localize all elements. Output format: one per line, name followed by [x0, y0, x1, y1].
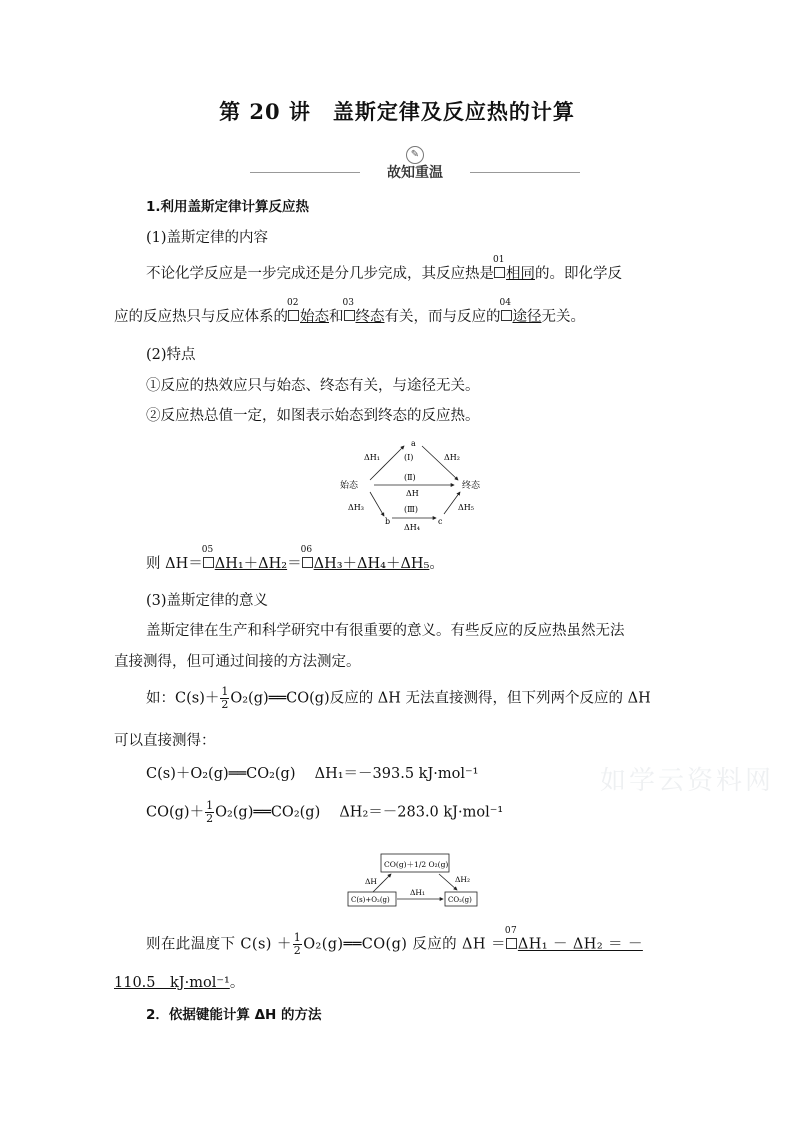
fraction-half: $\frac{1}{2}$: [221, 685, 229, 711]
dh2-label: ΔH₂: [455, 875, 470, 884]
arrow-a-end: [422, 446, 458, 480]
paragraph-line: 不论化学反应是一步完成还是分几步完成，其反应热是 01 相同的。即化学反: [146, 255, 622, 282]
answer-marker: 02: [288, 310, 299, 321]
feature-1: ①反应的热效应只与始态、终态有关，与途径无关。: [146, 378, 480, 394]
route-3-label: (Ⅲ): [404, 505, 418, 514]
node-b: b: [385, 517, 391, 526]
reaction-1: C(s)＋O₂(g)══CO₂(g) ΔH₁＝－393.5 kJ·mol⁻¹: [146, 766, 479, 782]
box-left-label: C(s)+O₂(g): [351, 896, 390, 904]
fraction-half: $\frac{1}{2}$: [206, 799, 214, 825]
page-title: 第 20 讲 盖斯定律及反应热的计算: [219, 99, 575, 124]
arrow-start-b: [370, 492, 384, 516]
hess-path-diagram: [330, 436, 500, 532]
banner-label: 故知重温: [387, 165, 443, 181]
box-top-label: CO(g)＋1/2 O₂(g): [384, 860, 449, 869]
conclusion-line: 110.5 kJ·mol⁻¹。: [114, 975, 245, 991]
dh4-label: ΔH₄: [404, 523, 420, 532]
pen-icon: ✎: [406, 146, 424, 164]
example-line: 如：C(s)＋ $\frac{1}{2}$ O₂(g)══CO(g)反应的 ΔH 无法直接测得，但下列两个反应的 ΔH: [146, 685, 651, 711]
reaction-2: CO(g)＋ $\frac{1}{2}$ O₂(g)══CO₂(g) ΔH₂＝－283.0 kJ·mol⁻¹: [146, 799, 504, 825]
answer-01: 相同: [506, 266, 535, 282]
answer-02: 始态: [300, 309, 329, 325]
dh1-label: ΔH₁: [410, 888, 425, 897]
co-path-diagram: [345, 852, 485, 912]
subheading-1: (1)盖斯定律的内容: [146, 230, 269, 246]
answer-marker: 03: [344, 310, 355, 321]
node-c: c: [438, 517, 443, 526]
box-right-label: CO₂(g): [448, 896, 472, 904]
node-start: 始态: [340, 481, 359, 491]
answer-marker: 06: [302, 557, 313, 568]
conclusion-line: 则在此温度下 C(s) ＋ $\frac{1}{2}$ O₂(g)══CO(g) 反应的 ΔH ＝ 07 ΔH₁ － ΔH₂ ＝ －: [146, 925, 643, 957]
answer-07-cont: 110.5 kJ·mol⁻¹: [114, 975, 230, 991]
heading-2: 2．依据键能计算 ΔH 的方法: [146, 1007, 322, 1023]
subheading-3: (3)盖斯定律的意义: [146, 593, 269, 609]
dh1-label: ΔH₁: [364, 453, 380, 462]
divider-right: [470, 172, 580, 173]
route-1-label: (Ⅰ): [404, 453, 414, 462]
answer-marker: 04: [501, 310, 512, 321]
paragraph-line: 可以直接测得：: [114, 733, 216, 749]
answer-04: 途径: [512, 309, 542, 325]
dh3-label: ΔH₃: [348, 503, 364, 512]
dh-label: ΔH: [365, 877, 377, 886]
feature-2: ②反应热总值一定，如图表示始态到终态的反应热。: [146, 408, 480, 424]
paragraph-line: 盖斯定律在生产和科学研究中有很重要的意义。有些反应的反应热虽然无法: [146, 623, 625, 639]
subheading-2: (2)特点: [146, 347, 196, 363]
answer-03: 终态: [355, 309, 385, 325]
watermark: 如学云资料网: [600, 766, 775, 796]
fraction-half: $\frac{1}{2}$: [293, 931, 302, 957]
answer-marker: 01: [494, 267, 505, 278]
answer-marker: 07: [506, 938, 517, 949]
equation-line: 则 ΔH＝ 05 ΔH₁＋ΔH₂＝ 06 ΔH₃＋ΔH₄＋ΔH₅。: [146, 545, 444, 572]
dh2-label: ΔH₂: [444, 453, 460, 462]
dh5-label: ΔH₅: [458, 503, 474, 512]
section-banner: [250, 146, 580, 184]
dh-label: ΔH: [406, 489, 419, 498]
answer-marker: 05: [203, 557, 214, 568]
paragraph-line: 直接测得，但可通过间接的方法测定。: [114, 654, 361, 670]
node-a: a: [411, 439, 416, 448]
answer-05: ΔH₁＋ΔH₂: [214, 556, 288, 572]
arrow-start-a: [370, 446, 404, 480]
heading-1: 1.利用盖斯定律计算反应热: [146, 199, 310, 215]
route-2-label: (Ⅱ): [404, 473, 416, 482]
answer-06: ΔH₃＋ΔH₄＋ΔH₅: [313, 556, 430, 572]
node-end: 终态: [462, 481, 481, 491]
answer-07: ΔH₁ － ΔH₂ ＝ －: [517, 936, 643, 953]
paragraph-line: 应的反应热只与反应体系的 02 始态和 03 终态有关，而与反应的 04 途径无关。: [114, 298, 585, 325]
